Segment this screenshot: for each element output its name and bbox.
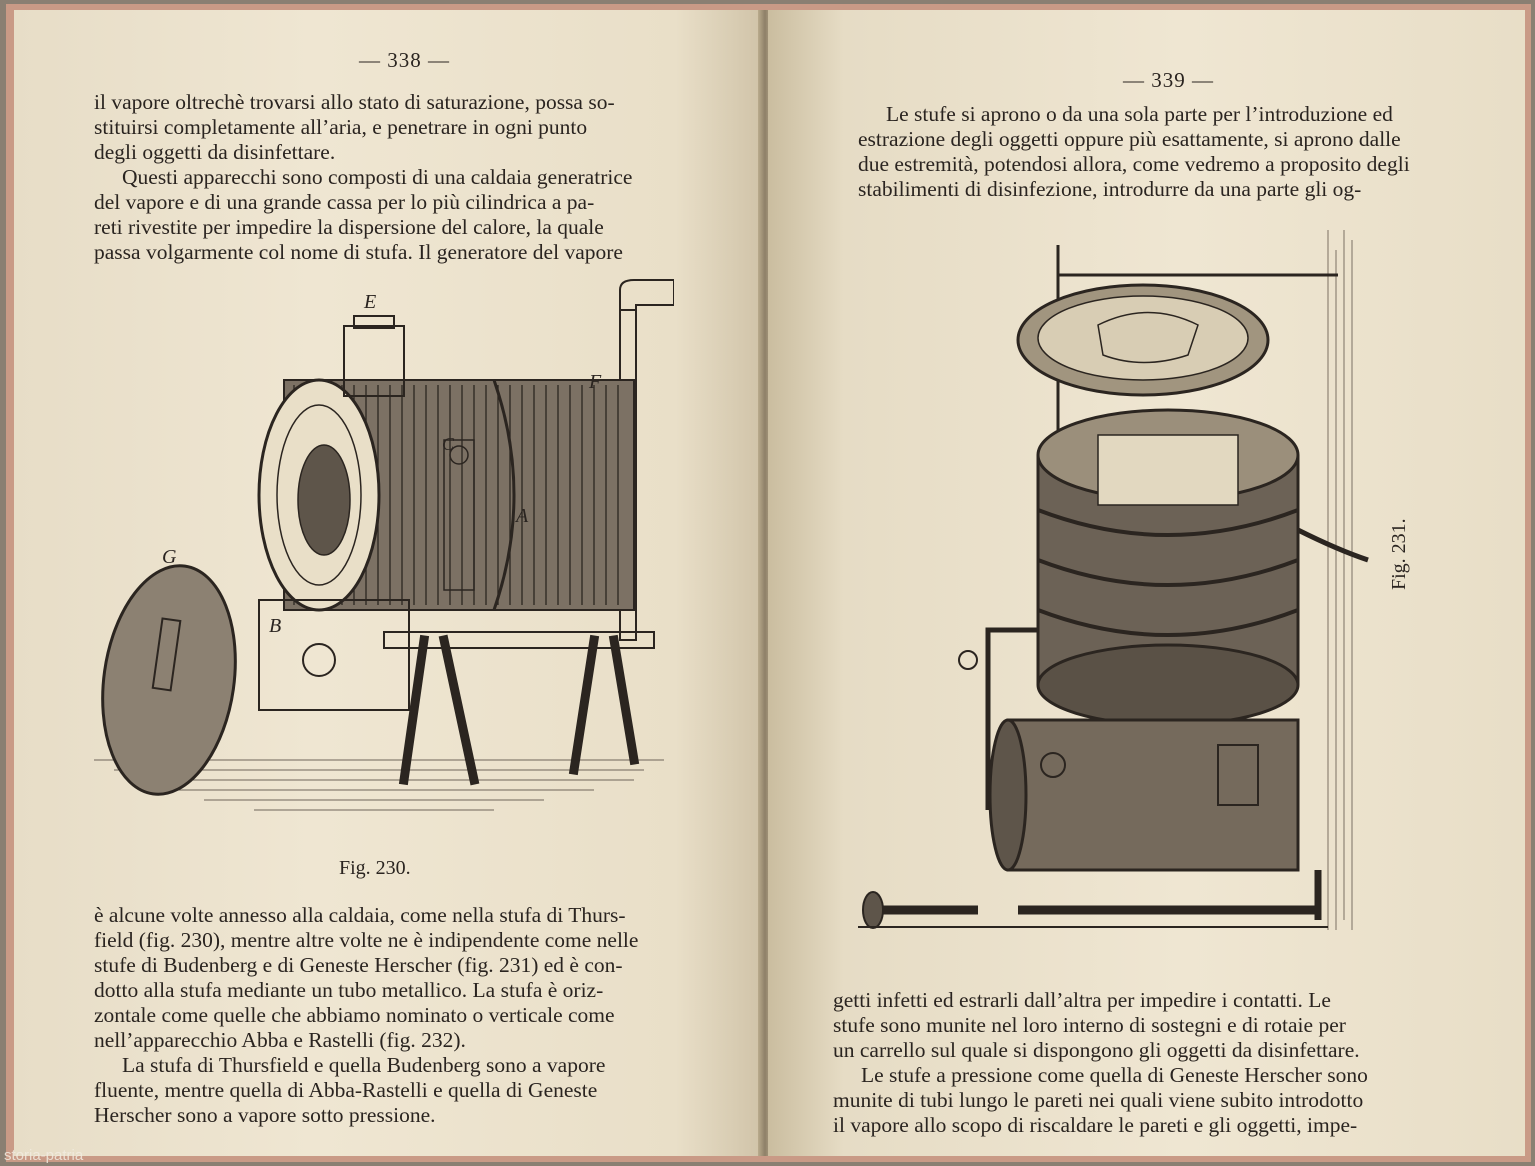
text-line: estrazione degli oggetti oppure più esattamente, si aprono dalle (858, 127, 1401, 151)
text-line: reti rivestite per impedire la dispersione del calore, la quale (94, 215, 604, 239)
text-line: il vapore oltrechè trovarsi allo stato di saturazione, possa so- (94, 90, 615, 114)
left-top-paragraph (94, 90, 706, 265)
text-line: La stufa di Thursfield e quella Budenberg sono a vapore (122, 1053, 606, 1077)
text-line: fluente, mentre quella di Abba-Rastelli e quella di Geneste (94, 1078, 598, 1102)
text-line: il vapore allo scopo di riscaldare le pareti e gli oggetti, impe- (833, 1113, 1358, 1137)
label-f: F (589, 371, 602, 393)
figure-231-geneste-herscher-stove (858, 230, 1378, 930)
steam-generator (990, 720, 1298, 870)
label-c: C (442, 434, 455, 454)
left-bottom-paragraph (94, 903, 706, 1128)
text-line: un carrello sul quale si dispongono gli oggetti da disinfettare. (833, 1038, 1360, 1062)
left-page (14, 10, 766, 1156)
right-top-paragraph (858, 102, 1464, 202)
door-g (89, 557, 250, 803)
page-number-338: — 338 — (359, 48, 450, 72)
right-bottom-paragraph (833, 988, 1444, 1138)
figure-231-caption: Fig. 231. (1388, 518, 1410, 590)
text-line: Questi apparecchi sono composti di una caldaia generatrice (122, 165, 633, 189)
text-line: getti infetti ed estrarli dall’altra per impedire i contatti. Le (833, 988, 1331, 1012)
text-line: due estremità, potendosi allora, come vedremo a proposito degli (858, 152, 1410, 176)
label-a: A (516, 505, 529, 527)
text-line: munite di tubi lungo le pareti nei quali viene subito introdotto (833, 1088, 1364, 1112)
text-line: nell’apparecchio Abba e Rastelli (fig. 232). (94, 1028, 466, 1052)
open-book (6, 4, 1531, 1162)
watermark: storia-patria (4, 1147, 84, 1164)
text-line: zontale come quelle che abbiamo nominato o verticale come (94, 1003, 615, 1027)
text-line: Le stufe a pressione come quella di Geneste Herscher sono (861, 1063, 1368, 1087)
figure-230-thursfield-stove (74, 260, 674, 840)
label-b: B (269, 615, 282, 637)
right-page (768, 10, 1525, 1156)
text-line: stufe di Budenberg e di Geneste Herscher (fig. 231) ed è con- (94, 953, 623, 977)
disinfection-cylinder (1038, 410, 1298, 725)
page-number-339: — 339 — (1123, 68, 1214, 92)
label-e: E (364, 291, 377, 313)
text-line: stituirsi completamente all’aria, e penetrare in ogni punto (94, 115, 588, 139)
label-g: G (162, 546, 177, 568)
text-line: è alcune volte annesso alla caldaia, come nella stufa di Thurs- (94, 903, 626, 927)
text-line: del vapore e di una grande cassa per lo più cilindrica a pa- (94, 190, 595, 214)
figure-230-caption: Fig. 230. (339, 857, 411, 879)
text-line: passa volgarmente col nome di stufa. Il generatore del vapore (94, 240, 623, 264)
text-line: field (fig. 230), mentre altre volte ne è indipendente come nelle (94, 928, 639, 952)
text-line: degli oggetti da disinfettare. (94, 140, 336, 164)
text-line: dotto alla stufa mediante un tubo metallico. La stufa è oriz- (94, 978, 604, 1002)
text-line: stufe sono munite nel loro interno di sostegni e di rotaie per (833, 1013, 1346, 1037)
text-line: stabilimenti di disinfezione, introdurre da una parte gli og- (858, 177, 1362, 201)
text-line: Le stufe si aprono o da una sola parte per l’introduzione ed (886, 102, 1393, 126)
text-line: Herscher sono a vapore sotto pressione. (94, 1103, 436, 1127)
